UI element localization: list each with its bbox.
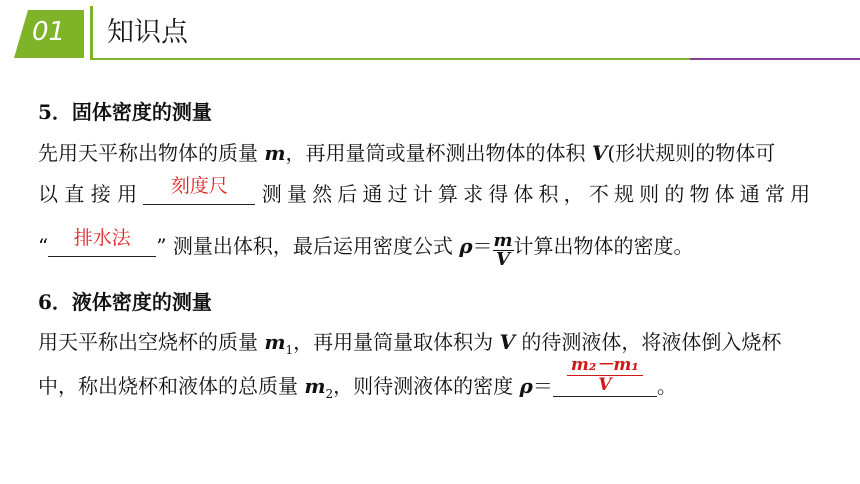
answer-blank-3 <box>553 355 657 397</box>
text: 用天平称出空烧杯的质量 <box>38 330 265 354</box>
equals: ＝ <box>472 234 493 258</box>
text: 的待测液体，将液体倒入烧杯 <box>515 330 782 354</box>
text: 计算出物体的密度。 <box>513 234 694 258</box>
answer-density-formula <box>553 356 657 395</box>
header-underline-accent <box>690 58 860 60</box>
mass-symbol: m <box>304 374 326 398</box>
text: ，则待测液体的密度 <box>333 374 520 398</box>
text: 测 量 然 后 通 过 计 算 求 得 体 积 ， 不 规 则 的 物 体 通 常 用 <box>261 182 810 206</box>
period: 。 <box>656 374 677 398</box>
text: (形状规则的物体可 <box>607 141 776 165</box>
text: 中，称出烧杯和液体的总质量 <box>38 374 305 398</box>
section5-line1 <box>38 139 775 167</box>
answer-denominator: V <box>598 375 612 395</box>
section5-line2 <box>38 175 810 208</box>
answer-ruler: 刻度尺 <box>170 175 228 197</box>
section6-heading: 6．液体密度的测量 <box>38 290 212 314</box>
mass-symbol: m <box>264 141 286 165</box>
volume-symbol: V <box>499 330 516 354</box>
section-number: 01 <box>32 17 66 47</box>
subscript: 2 <box>325 387 334 401</box>
answer-displacement: 排水法 <box>73 227 131 249</box>
mass-symbol: m <box>264 330 286 354</box>
formula-numerator: m <box>493 230 513 251</box>
density-formula <box>493 232 514 269</box>
volume-symbol: V <box>591 141 608 165</box>
formula-denominator: V <box>496 249 510 270</box>
equals: ＝ <box>532 374 553 398</box>
text: 以 直 接 用 <box>38 182 138 206</box>
subscript: 1 <box>285 343 294 357</box>
answer-blank-2 <box>48 227 156 257</box>
density-symbol: ρ <box>459 234 473 258</box>
answer-blank-1 <box>143 175 255 205</box>
text: 先用天平称出物体的质量 <box>38 141 265 165</box>
density-symbol: ρ <box>519 374 533 398</box>
header-divider <box>90 6 93 58</box>
section6-line1 <box>38 328 781 364</box>
section5-line3 <box>38 227 694 270</box>
header-title: 知识点 <box>107 17 188 48</box>
text: ” 测量出体积，最后运用密度公式 <box>156 234 460 258</box>
text: ，再用量筒或量杯测出物体的体积 <box>285 141 592 165</box>
section6-line2 <box>38 355 677 408</box>
answer-numerator: m₂－m₁ <box>567 356 643 376</box>
text: ，再用量筒量取体积为 <box>293 330 500 354</box>
open-quote: “ <box>38 234 49 258</box>
slide-header <box>0 0 860 62</box>
section5-heading: 5．固体密度的测量 <box>38 100 212 124</box>
